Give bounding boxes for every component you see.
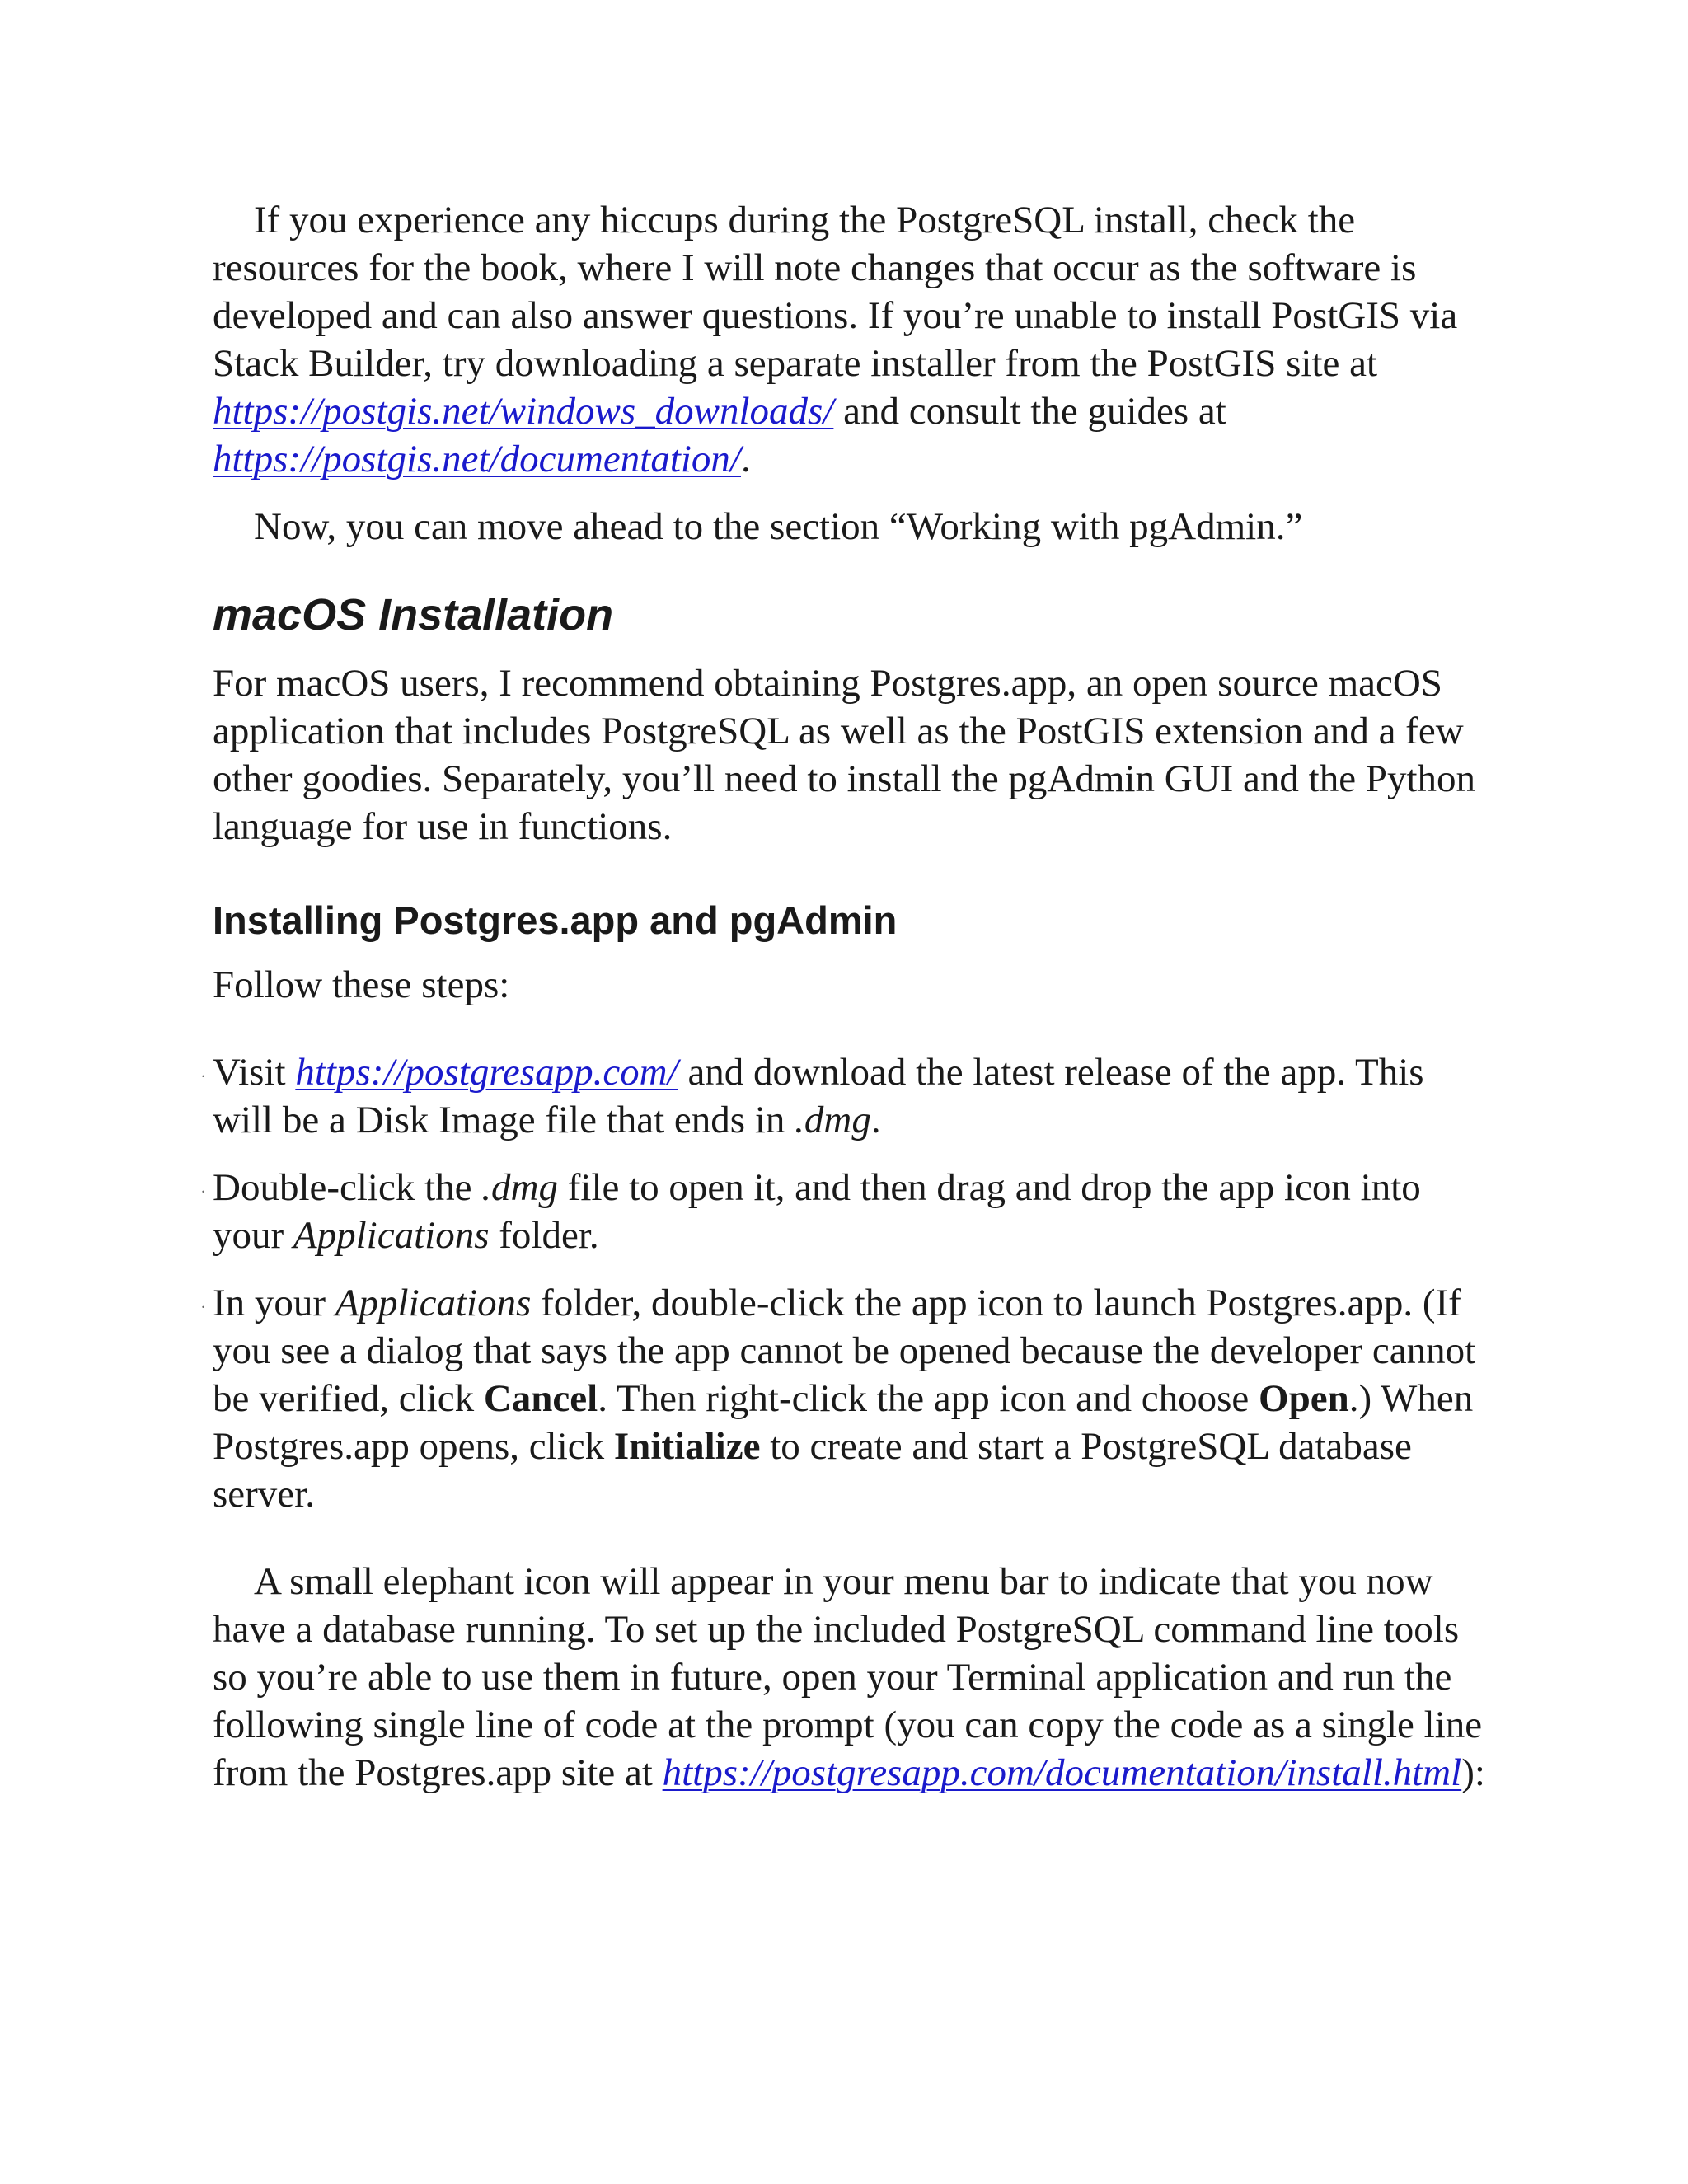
text: to create and start a PostgreSQL database server. [213, 1425, 1412, 1516]
text: ): [1461, 1751, 1485, 1794]
text: In your [213, 1282, 335, 1324]
link-postgresapp[interactable]: https://postgresapp.com/ [295, 1051, 678, 1094]
text: If you experience any hiccups during the PostgreSQL install, check the resources for the book, where I will note changes that occur as the software is developed and can also answer questions. If you’re unable to install PostGIS via Stack Builder, try downloading a separate installer from the PostGIS site at [213, 199, 1458, 385]
text-bold: Cancel [483, 1377, 598, 1420]
steps-list [201, 1048, 1486, 1518]
text-italic: .dmg [481, 1166, 558, 1209]
text: folder. [489, 1214, 599, 1257]
link-postgis-documentation[interactable]: https://postgis.net/documentation/ [213, 438, 741, 480]
step-item-1 [201, 1048, 1486, 1144]
paragraph-macos-intro: For macOS users, I recommend obtaining Postgres.app, an open source macOS application that includes PostgreSQL as well as the PostGIS extension and a few other goodies. Separately, you’ll need to install the pgAdmin GUI and the Python language for use in functions. [213, 662, 1475, 848]
list-marker: . [201, 1294, 205, 1312]
text-italic: .dmg [795, 1099, 871, 1141]
text: Visit [213, 1051, 296, 1094]
link-postgis-windows-downloads[interactable]: https://postgis.net/windows_downloads/ [213, 390, 834, 433]
page-content [201, 196, 1486, 1797]
paragraph-follow-steps: Follow these steps: [213, 963, 510, 1006]
text-italic: Applications [293, 1214, 490, 1257]
paragraph-troubleshooting [213, 196, 1486, 483]
step-item-2 [201, 1164, 1486, 1259]
text: Double-click the [213, 1166, 482, 1209]
text-bold: Initialize [613, 1425, 761, 1468]
text: .) When Postgres.app opens, click [213, 1377, 1474, 1468]
text: folder, double-click the app icon to launch Postgres.app. (If you see a dialog that says the app cannot be opened because the developer cannot be verified, click [213, 1282, 1476, 1420]
text: file to open it, and then drag and drop the app icon into your [213, 1166, 1421, 1257]
paragraph-move-ahead: Now, you can move ahead to the section “Working with pgAdmin.” [254, 505, 1303, 548]
step-item-3 [201, 1279, 1486, 1518]
text: and consult the guides at [833, 390, 1226, 433]
text: . Then right-click the app icon and choose [598, 1377, 1259, 1420]
text: . [741, 438, 751, 480]
text: A small elephant icon will appear in your menu bar to indicate that you now have a database running. To set up the included PostgreSQL command line tools so you’re able to use them in future, open your Terminal application and run the following single line of code at the prompt (you can copy the code as a single line from the Postgres.app site at [213, 1560, 1483, 1794]
list-marker: . [201, 1063, 205, 1081]
text-italic: Applications [335, 1282, 532, 1324]
text: . [870, 1099, 881, 1141]
text: and download the latest release of the app. This will be a Disk Image file that ends in [213, 1051, 1424, 1141]
text-bold: Open [1259, 1377, 1349, 1420]
heading-installing-postgres-app: Installing Postgres.app and pgAdmin [213, 898, 898, 942]
list-marker: . [201, 1179, 205, 1197]
link-postgresapp-install-docs[interactable]: https://postgresapp.com/documentation/install.html [662, 1751, 1462, 1794]
heading-macos-installation: macOS Installation [213, 590, 614, 640]
paragraph-command-line-tools [213, 1558, 1486, 1797]
